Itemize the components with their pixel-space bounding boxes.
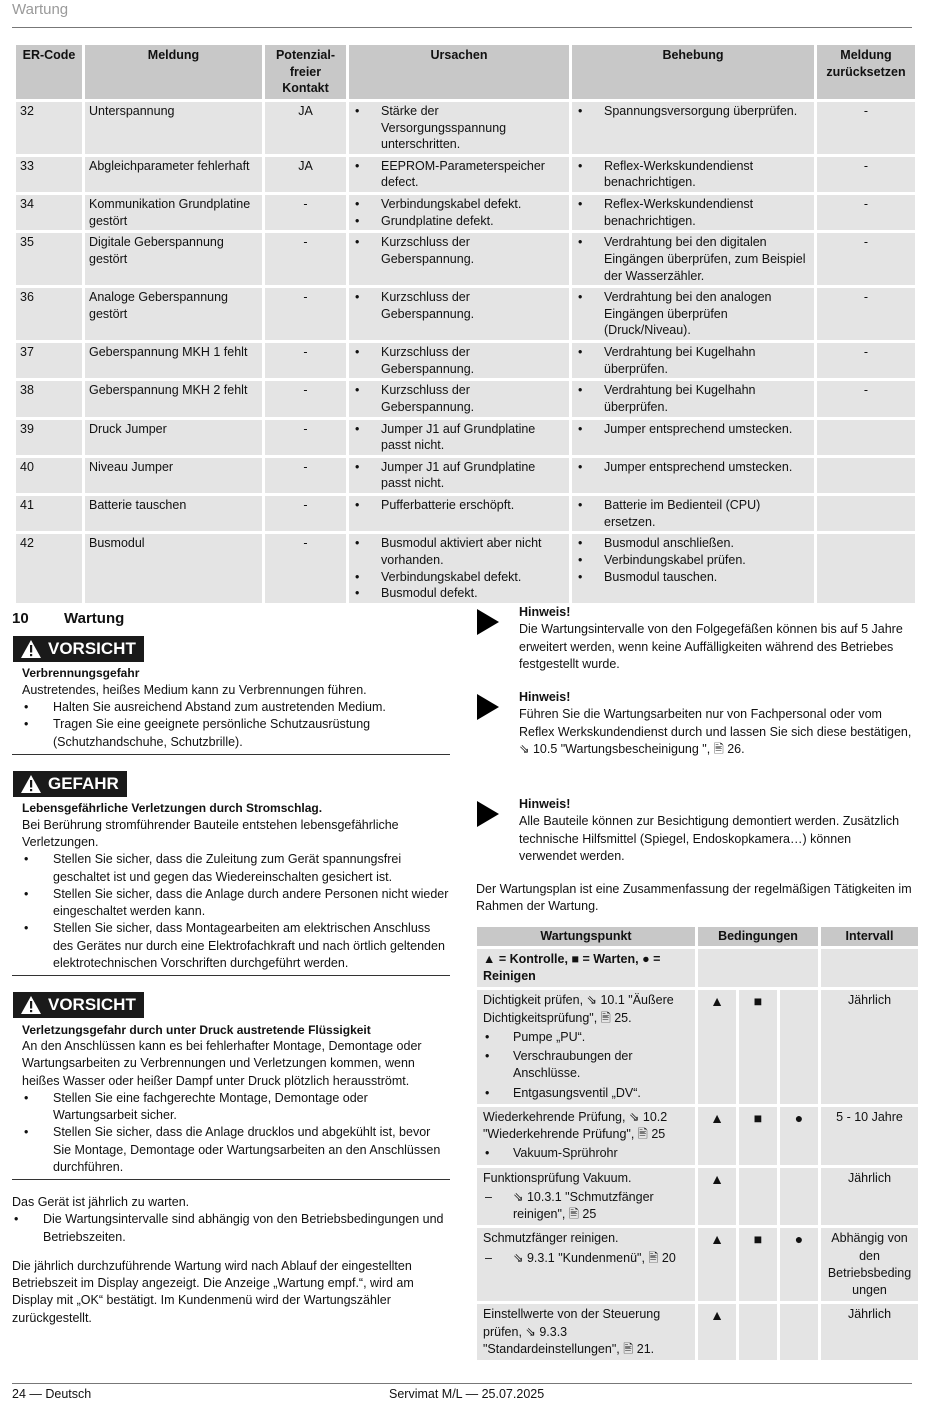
error-code: 41	[16, 496, 82, 531]
error-message: Geberspannung MKH 1 fehlt	[85, 343, 262, 378]
warning-text: Bei Berührung stromführender Bauteile entstehen lebensgefährliche Verletzungen.	[22, 817, 399, 850]
plan-point	[477, 1168, 695, 1226]
section-heading	[12, 609, 450, 630]
condition-clean: ●	[780, 1107, 818, 1165]
plan-point	[477, 1304, 695, 1360]
cause-item: • Kurzschluss der Geberspannung.	[353, 234, 565, 267]
hint-content	[519, 604, 912, 673]
error-causes	[349, 381, 569, 416]
warning-item: • Halten Sie ausreichend Abstand zum austretenden Medium.	[22, 699, 450, 716]
warning-badge	[13, 992, 144, 1018]
error-code: 37	[16, 343, 82, 378]
error-table-row	[16, 381, 915, 416]
condition-control: ▲	[698, 1168, 736, 1226]
warning-item: • Stellen Sie sicher, dass die Anlage durch andere Personen nicht wieder eingeschaltet werden kann.	[22, 886, 450, 921]
header-divider	[12, 27, 912, 28]
condition-control: ▲	[698, 1107, 736, 1165]
fix-item: • Verbindungskabel prüfen.	[576, 552, 810, 569]
cause-list	[353, 234, 565, 267]
error-table-row	[16, 195, 915, 230]
left-column	[12, 609, 450, 1327]
fix-list	[576, 289, 810, 339]
error-contact: -	[265, 195, 346, 230]
condition-control: ▲	[698, 1228, 736, 1301]
plan-row	[477, 1228, 918, 1301]
hint-content	[519, 689, 912, 758]
error-table-header: Meldung	[85, 45, 262, 99]
fix-list	[576, 497, 810, 530]
warning-block	[12, 665, 450, 755]
warning-text: Austretendes, heißes Medium kann zu Verbrennungen führen.	[22, 682, 367, 697]
fix-item: • Busmodul tauschen.	[576, 569, 810, 586]
plan-interval: Jährlich	[821, 1168, 918, 1226]
error-message: Abgleichparameter fehlerhaft	[85, 157, 262, 192]
error-table-row	[16, 102, 915, 154]
plan-point-list	[483, 1189, 689, 1224]
cause-item: • Jumper J1 auf Grundplatine passt nicht.	[353, 459, 565, 492]
error-fixes	[572, 534, 814, 603]
fix-item: • Reflex-Werkskundendienst benachrichtigen.	[576, 196, 810, 229]
error-contact: -	[265, 458, 346, 493]
section-number: 10	[12, 610, 29, 627]
fix-list	[576, 158, 810, 191]
plan-legend-spacer	[821, 949, 918, 988]
cause-item: • Verbindungskabel defekt.	[353, 569, 565, 586]
hint-arrow-icon	[476, 604, 519, 673]
error-fixes	[572, 420, 814, 455]
cause-item: • EEPROM-Parameterspeicher defect.	[353, 158, 565, 191]
error-code: 32	[16, 102, 82, 154]
error-fixes	[572, 195, 814, 230]
hint-block	[476, 604, 912, 673]
right-column	[476, 604, 912, 1363]
plan-interval: Abhängig von den Betriebsbeding ungen	[821, 1228, 918, 1301]
cause-list	[353, 421, 565, 454]
error-table-header: Behebung	[572, 45, 814, 99]
hint-content	[519, 796, 912, 865]
warning-title: Lebensgefährliche Verletzungen durch Stromschlag.	[22, 801, 323, 816]
fix-list	[576, 421, 810, 438]
condition-service: ■	[739, 1107, 777, 1165]
maintenance-note: • Die Wartungsintervalle sind abhängig von den Betriebsbedingungen und Betriebszeiten.	[12, 1211, 450, 1246]
plan-point-text: Wiederkehrende Prüfung, ⇘ 10.2 "Wiederkehrende Prüfung", 🖹 25	[483, 1109, 668, 1141]
error-fixes	[572, 233, 814, 285]
condition-service: ■	[739, 990, 777, 1104]
error-message: Busmodul	[85, 534, 262, 603]
cause-list	[353, 158, 565, 191]
error-causes	[349, 102, 569, 154]
fix-list	[576, 344, 810, 377]
cause-list	[353, 459, 565, 492]
plan-row	[477, 990, 918, 1104]
warning-triangle-icon	[20, 774, 42, 794]
plan-point-text: Dichtigkeit prüfen, ⇘ 10.1 "Äußere Dichtigkeitsprüfung", 🖹 25.	[483, 993, 674, 1025]
error-fixes	[572, 343, 814, 378]
hint-arrow-icon	[476, 689, 519, 758]
plan-point-item: • Pumpe „PU“.	[483, 1029, 689, 1046]
fix-item: • Batterie im Bedienteil (CPU) ersetzen.	[576, 497, 810, 530]
cause-item: • Grundplatine defekt.	[353, 213, 565, 230]
error-message: Druck Jumper	[85, 420, 262, 455]
condition-control: ▲	[698, 1304, 736, 1360]
error-contact: JA	[265, 157, 346, 192]
fix-item: • Jumper entsprechend umstecken.	[576, 459, 810, 476]
plan-point-item: • Vakuum-Sprührohr	[483, 1145, 689, 1162]
plan-row	[477, 1107, 918, 1165]
error-reset: -	[817, 157, 915, 192]
warning-block	[12, 800, 450, 976]
fix-item: • Reflex-Werkskundendienst benachrichtigen.	[576, 158, 810, 191]
cause-item: • Kurzschluss der Geberspannung.	[353, 382, 565, 415]
warning-item: • Stellen Sie sicher, dass die Zuleitung zum Gerät spannungsfrei geschaltet ist und gegen das Wiedereinschalten gesichert ist.	[22, 851, 450, 886]
error-message: Unterspannung	[85, 102, 262, 154]
plan-header-conditions: Bedingungen	[698, 927, 818, 946]
warning-item: • Tragen Sie eine geeignete persönliche Schutzausrüstung (Schutzhandschuhe, Schutzbrille).	[22, 716, 450, 751]
error-code: 42	[16, 534, 82, 603]
plan-row	[477, 1168, 918, 1226]
plan-point-text: Einstellwerte von der Steuerung prüfen, ⇘ 9.3.3 "Standardeinstellungen", 🖹 21.	[483, 1307, 661, 1356]
maintenance-note-list	[12, 1211, 450, 1246]
error-code: 39	[16, 420, 82, 455]
fix-item: • Jumper entsprechend umstecken.	[576, 421, 810, 438]
cause-item: • Kurzschluss der Geberspannung.	[353, 289, 565, 322]
error-reset	[817, 420, 915, 455]
cause-item: • Stärke der Versorgungsspannung unterschritten.	[353, 103, 565, 153]
error-table-row	[16, 233, 915, 285]
error-contact: JA	[265, 102, 346, 154]
error-contact: -	[265, 288, 346, 340]
error-table-row	[16, 288, 915, 340]
warning-label: GEFAHR	[48, 774, 119, 794]
hint-block	[476, 689, 912, 758]
plan-point-list	[483, 1250, 689, 1267]
error-reset: -	[817, 288, 915, 340]
error-message: Niveau Jumper	[85, 458, 262, 493]
cause-list	[353, 497, 565, 514]
cause-item: • Busmodul aktiviert aber nicht vorhanden.	[353, 535, 565, 568]
error-message: Analoge Geberspannung gestört	[85, 288, 262, 340]
condition-clean	[780, 1304, 818, 1360]
cause-list	[353, 382, 565, 415]
warning-triangle-icon	[20, 639, 42, 659]
warning-badge	[13, 636, 144, 662]
plan-interval: Jährlich	[821, 1304, 918, 1360]
error-causes	[349, 534, 569, 603]
warning-label: VORSICHT	[48, 638, 136, 658]
hint-text: Führen Sie die Wartungsarbeiten nur von Fachpersonal oder vom Reflex Werkskundendienst durch und lassen Sie sich diese bestätigen, ⇘ 10.5 "Wartungsbescheinigung ", 🖹 26.	[519, 707, 912, 756]
warning-item: • Stellen Sie sicher, dass die Anlage drucklos und abgekühlt ist, bevor Sie Montage, Demontage oder Wartungsarbeiten an den Anschlüssen durchführen.	[22, 1124, 450, 1176]
condition-service	[739, 1304, 777, 1360]
plan-interval: Jährlich	[821, 990, 918, 1104]
fix-list	[576, 234, 810, 284]
error-reset: -	[817, 233, 915, 285]
plan-point-text: Schmutzfänger reinigen.	[483, 1231, 619, 1246]
error-causes	[349, 195, 569, 230]
error-code: 35	[16, 233, 82, 285]
error-fixes	[572, 458, 814, 493]
error-fixes	[572, 496, 814, 531]
fix-item: • Verdrahtung bei den digitalen Eingängen überprüfen, zum Beispiel der Wasserzähler.	[576, 234, 810, 284]
error-table-header: Meldung zurücksetzen	[817, 45, 915, 99]
condition-service: ■	[739, 1228, 777, 1301]
maintenance-text	[12, 1194, 450, 1327]
error-causes	[349, 233, 569, 285]
condition-clean: ●	[780, 1228, 818, 1301]
cause-item: • Pufferbatterie erschöpft.	[353, 497, 565, 514]
error-contact: -	[265, 233, 346, 285]
cause-item: • Kurzschluss der Geberspannung.	[353, 344, 565, 377]
error-fixes	[572, 102, 814, 154]
error-message: Kommunikation Grundplatine gestört	[85, 195, 262, 230]
warning-block	[12, 1022, 450, 1181]
plan-point-list	[483, 1029, 689, 1102]
plan-intro: Der Wartungsplan ist eine Zusammenfassung der regelmäßigen Tätigkeiten im Rahmen der Wartung.	[476, 882, 912, 914]
plan-legend-spacer	[698, 949, 818, 988]
warning-badge	[13, 771, 127, 797]
fix-list	[576, 103, 810, 120]
plan-point-text: Funktionsprüfung Vakuum.	[483, 1170, 632, 1185]
error-reset: -	[817, 195, 915, 230]
fix-item: • Busmodul anschließen.	[576, 535, 810, 552]
error-code: 40	[16, 458, 82, 493]
error-contact: -	[265, 496, 346, 531]
footer-divider	[12, 1383, 912, 1384]
plan-header-point: Wartungspunkt	[477, 927, 695, 946]
hint-title: Hinweis!	[519, 797, 571, 811]
cause-list	[353, 535, 565, 602]
warning-text: An den Anschlüssen kann es bei fehlerhafter Montage, Demontage oder Wartungsarbeiten zu Verbrennungen und Verletzungen kommen, wenn heißes Wasser oder heißer Dampf unter Druck plötzlich herausströmt.	[22, 1039, 422, 1088]
error-causes	[349, 420, 569, 455]
error-reset	[817, 496, 915, 531]
maintenance-yearly: Das Gerät ist jährlich zu warten.	[12, 1195, 190, 1210]
plan-point-list	[483, 1145, 689, 1162]
error-table-row	[16, 420, 915, 455]
error-fixes	[572, 157, 814, 192]
maintenance-display-text: Die jährlich durchzuführende Wartung wird nach Ablauf der eingestellten Betriebszeit im Display angezeigt. Die Anzeige „Wartung empf.“, wird am Display mit „OK“ bestätigt. Im Kundenmenü wird der Wartungszähler zurückgestellt.	[12, 1258, 414, 1325]
plan-row	[477, 1304, 918, 1360]
error-contact: -	[265, 381, 346, 416]
plan-header-interval: Intervall	[821, 927, 918, 946]
plan-point	[477, 1228, 695, 1301]
error-causes	[349, 496, 569, 531]
error-causes	[349, 157, 569, 192]
fix-item: • Verdrahtung bei Kugelhahn überprüfen.	[576, 382, 810, 415]
error-contact: -	[265, 534, 346, 603]
plan-point-item: – ⇘ 9.3.1 "Kundenmenü", 🖹 20	[483, 1250, 689, 1267]
error-code: 36	[16, 288, 82, 340]
hint-text: Alle Bauteile können zur Besichtigung demontiert werden. Zusätzlich technische Hilfsmittel (Spiegel, Endoskopkamera…) können verwendet werden.	[519, 814, 900, 863]
hint-title: Hinweis!	[519, 690, 571, 704]
error-contact: -	[265, 420, 346, 455]
error-reset	[817, 534, 915, 603]
error-reset: -	[817, 381, 915, 416]
fix-list	[576, 535, 810, 585]
plan-point	[477, 990, 695, 1104]
cause-item: • Jumper J1 auf Grundplatine passt nicht.	[353, 421, 565, 454]
footer-document: Servimat M/L — 25.07.2025	[389, 1387, 545, 1401]
warning-item: • Stellen Sie sicher, dass Montagearbeiten am elektrischen Anschluss des Gerätes nur durch eine Elektrofachkraft und nach örtlich geltenden elektrotechnischen Vorschriften durchgeführt werden.	[22, 920, 450, 972]
plan-interval: 5 - 10 Jahre	[821, 1107, 918, 1165]
fix-item: • Spannungsversorgung überprüfen.	[576, 103, 810, 120]
error-causes	[349, 343, 569, 378]
error-causes	[349, 458, 569, 493]
footer-page: 24 — Deutsch	[12, 1387, 92, 1401]
section-title: Wartung	[64, 610, 125, 627]
cause-list	[353, 289, 565, 322]
condition-control: ▲	[698, 990, 736, 1104]
error-table-row	[16, 157, 915, 192]
error-table-header: Potenzial-freier Kontakt	[265, 45, 346, 99]
error-reset: -	[817, 343, 915, 378]
error-message: Geberspannung MKH 2 fehlt	[85, 381, 262, 416]
fix-list	[576, 459, 810, 476]
error-contact: -	[265, 343, 346, 378]
fix-item: • Verdrahtung bei den analogen Eingängen überprüfen (Druck/Niveau).	[576, 289, 810, 339]
fix-item: • Verdrahtung bei Kugelhahn überprüfen.	[576, 344, 810, 377]
warning-list	[22, 1090, 450, 1176]
error-table-row	[16, 343, 915, 378]
error-message: Digitale Geberspannung gestört	[85, 233, 262, 285]
plan-point-item: – ⇘ 10.3.1 "Schmutzfänger reinigen", 🖹 25	[483, 1189, 689, 1224]
maintenance-plan-table	[474, 924, 921, 1364]
error-code: 38	[16, 381, 82, 416]
plan-point-item: • Entgasungsventil „DV“.	[483, 1085, 689, 1102]
error-reset: -	[817, 102, 915, 154]
cause-item: • Verbindungskabel defekt.	[353, 196, 565, 213]
cause-list	[353, 344, 565, 377]
plan-point-item: • Verschraubungen der Anschlüsse.	[483, 1048, 689, 1083]
condition-service	[739, 1168, 777, 1226]
fix-list	[576, 382, 810, 415]
plan-point	[477, 1107, 695, 1165]
warning-label: VORSICHT	[48, 995, 136, 1015]
hint-block	[476, 796, 912, 865]
error-table-header: Ursachen	[349, 45, 569, 99]
warning-title: Verletzungsgefahr durch unter Druck austretende Flüssigkeit	[22, 1022, 371, 1037]
page-header-title: Wartung	[12, 1, 69, 18]
cause-list	[353, 196, 565, 229]
warning-list	[22, 699, 450, 751]
plan-legend: ▲ = Kontrolle, ■ = Warten, ● = Reinigen	[477, 949, 695, 988]
warning-title: Verbrennungsgefahr	[22, 666, 140, 681]
error-code: 33	[16, 157, 82, 192]
error-table-row	[16, 534, 915, 603]
condition-clean	[780, 1168, 818, 1226]
hint-title: Hinweis!	[519, 605, 571, 619]
hint-arrow-icon	[476, 796, 519, 865]
error-fixes	[572, 288, 814, 340]
error-table-row	[16, 496, 915, 531]
error-causes	[349, 288, 569, 340]
warning-triangle-icon	[20, 995, 42, 1015]
error-code: 34	[16, 195, 82, 230]
warning-item: • Stellen Sie eine fachgerechte Montage, Demontage oder Wartungsarbeit sicher.	[22, 1090, 450, 1125]
error-table-header: ER-Code	[16, 45, 82, 99]
error-fixes	[572, 381, 814, 416]
fix-list	[576, 196, 810, 229]
error-code-table	[13, 42, 918, 606]
condition-clean	[780, 990, 818, 1104]
error-reset	[817, 458, 915, 493]
hint-text: Die Wartungsintervalle von den Folgegefäßen können bis auf 5 Jahre erweitert werden, wenn keine Auffälligkeiten während des Betriebes festgestellt wurde.	[519, 622, 903, 671]
cause-item: • Busmodul defekt.	[353, 585, 565, 602]
error-table-row	[16, 458, 915, 493]
cause-list	[353, 103, 565, 153]
warning-list	[22, 851, 450, 972]
error-message: Batterie tauschen	[85, 496, 262, 531]
